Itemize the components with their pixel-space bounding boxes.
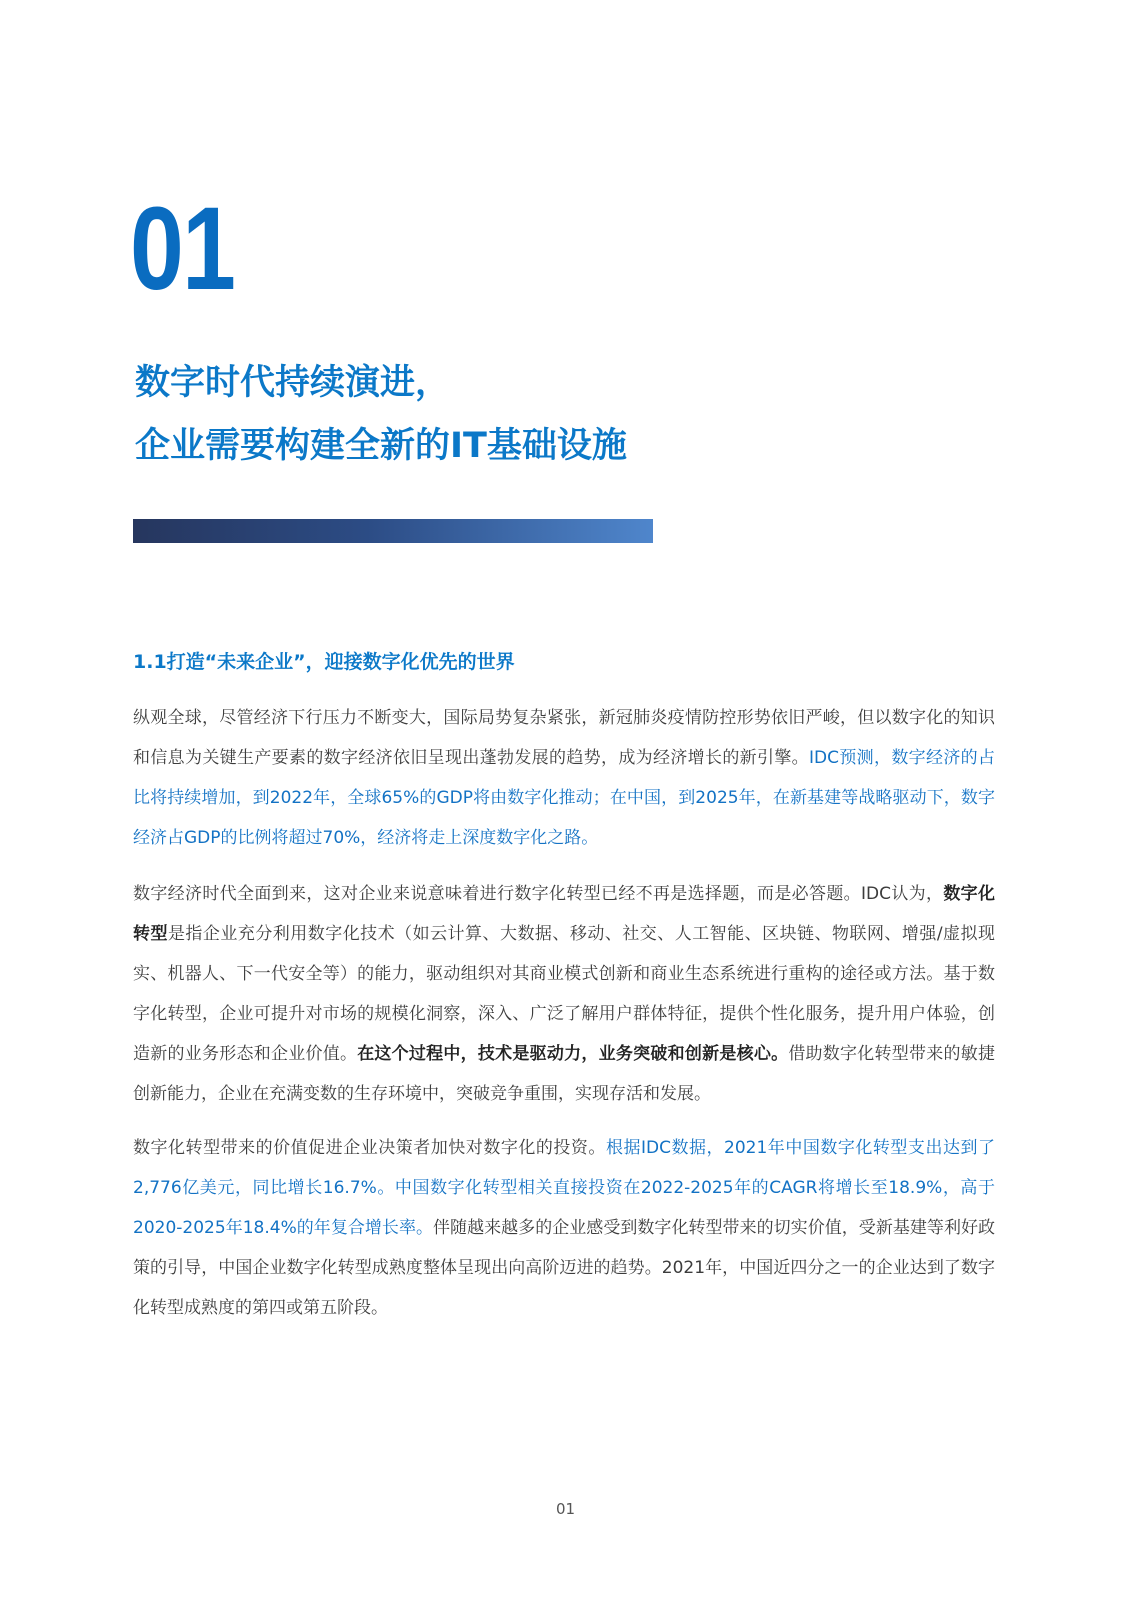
paragraph-2-term: 数字化转型 (133, 884, 995, 944)
paragraph-2-intro: 数字经济时代全面到来，这对企业来说意味着进行数字化转型已经不再是选择题，而是必答题。IDC认为， (133, 884, 944, 904)
paragraph-3-closing: 伴随越来越多的企业感受到数字化转型带来的切实价值，受新基建等利好政策的引导，中国企业数字化转型成熟度整体呈现出向高阶迈进的趋势。2021年，中国近四分之一的企业达到了数字化转型成熟度的第四或第五阶段。 (133, 1218, 996, 1318)
paragraph-1-text: 纵观全球，尽管经济下行压力不断变大，国际局势复杂紧张，新冠肺炎疫情防控形势依旧严峻，但以数字化的知识和信息为关键生产要素的数字经济依旧呈现出蓬勃发展的趋势，成为经济增长的新引擎。 (133, 708, 995, 768)
paragraph-2-emphasis: 在这个过程中，技术是驱动力，业务突破和创新是核心。 (357, 1044, 789, 1064)
paragraph-2-definition: 是指企业充分利用数字化技术（如云计算、大数据、移动、社交、人工智能、区块链、物联网、增强/虚拟现实、机器人、下一代安全等）的能力，驱动组织对其商业模式创新和商业生态系统进行重构的途径或方法。基于数字化转型，企业可提升对市场的规模化洞察，深入、广泛了解用户群体特征，提供个性化服务，提升用户体验，创造新的业务形态和企业价值。 (133, 924, 995, 1064)
page-number: 01 (555, 1500, 576, 1518)
paragraph-1 (133, 698, 995, 858)
paragraph-2 (133, 874, 995, 1114)
paragraph-1-idc-forecast: IDC预测，数字经济的占比将持续增加，到2022年，全球65%的GDP将由数字化推动；在中国，到2025年，在新基建等战略驱动下，数字经济占GDP的比例将超过70%，经济将走上深度数字化之路。 (133, 748, 995, 848)
chapter-title (135, 352, 627, 478)
chapter-title-line-2: 企业需要构建全新的IT基础设施 (135, 426, 627, 466)
paragraph-3 (133, 1128, 995, 1328)
title-gradient-bar (133, 519, 653, 543)
chapter-title-line-1: 数字时代持续演进， (135, 363, 451, 403)
paragraph-3-intro: 数字化转型带来的价值促进企业决策者加快对数字化的投资。 (133, 1138, 606, 1158)
paragraph-2-closing: 借助数字化转型带来的敏捷创新能力，企业在充满变数的生存环境中，突破竞争重围，实现存活和发展。 (133, 1044, 996, 1104)
section-heading: 1.1打造“未来企业”，迎接数字化优先的世界 (133, 651, 515, 673)
chapter-number: 01 (130, 183, 235, 315)
paragraph-3-idc-data: 根据IDC数据，2021年中国数字化转型支出达到了2,776亿美元，同比增长16.7%。中国数字化转型相关直接投资在2022-2025年的CAGR将增长至18.9%，高于2020-2025年18.4%的年复合增长率。 (133, 1138, 996, 1238)
